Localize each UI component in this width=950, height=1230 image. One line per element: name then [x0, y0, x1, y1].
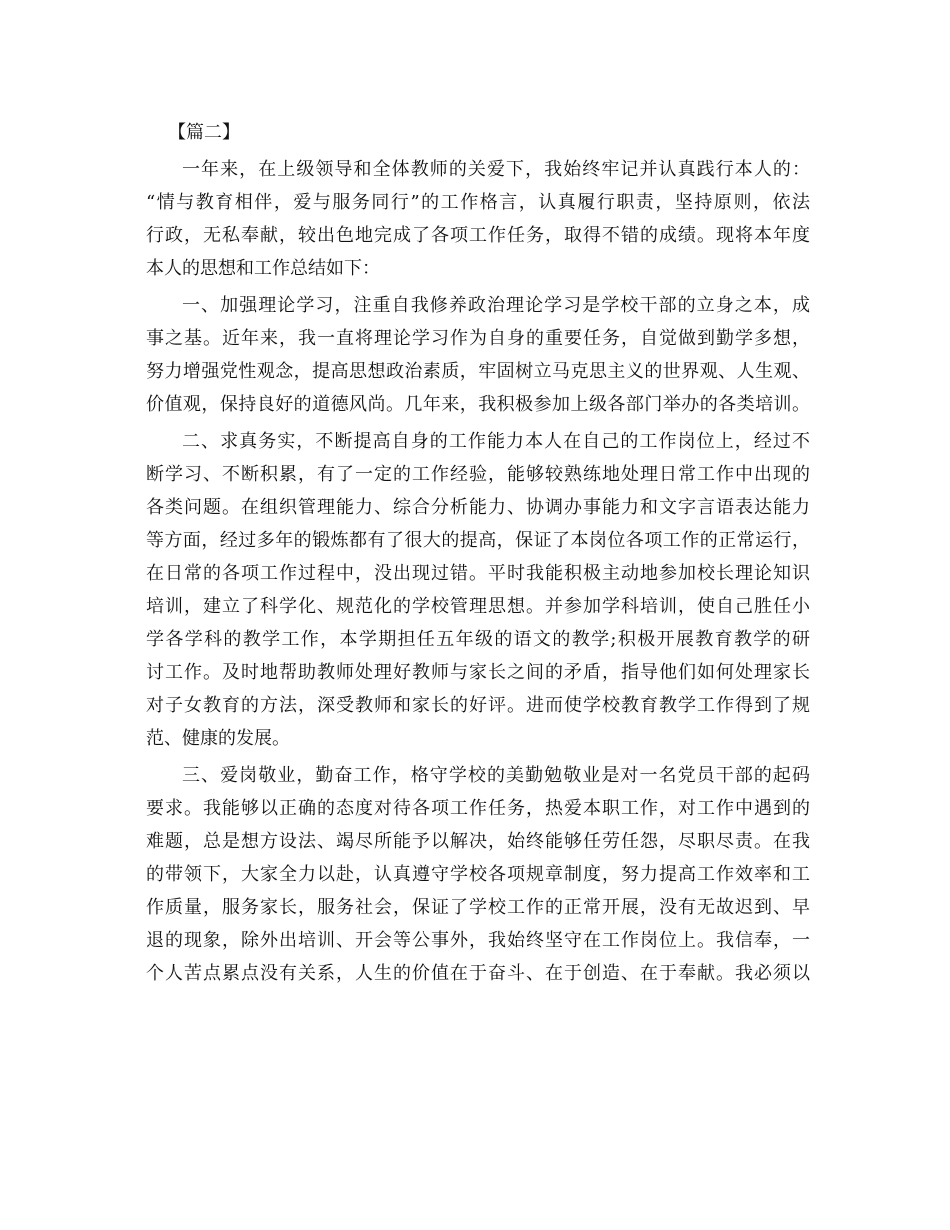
- paragraph-line: 各类问题。在组织管理能力、综合分析能力、协调办事能力和文字言语表达能力: [146, 497, 810, 518]
- paragraph-line: 范、健康的发展。: [146, 728, 290, 749]
- paragraph-line: 学各学科的教学工作，本学期担任五年级的语文的教学;积极开展教育教学的研: [146, 629, 810, 650]
- paragraph-line: 退的现象，除外出培训、开会等公事外，我始终坚守在工作岗位上。我信奉，一: [146, 930, 810, 951]
- paragraph-intro: [146, 153, 810, 285]
- paragraph-line: 努力增强党性观念，提高思想政治素质，牢固树立马克思主义的世界观、人生观、: [146, 361, 810, 382]
- paragraph-line: 难题，总是想方设法、竭尽所能予以解决，始终能够任劳任怨，尽职尽责。在我: [146, 831, 810, 852]
- paragraph-line: 本人的思想和工作总结如下：: [146, 258, 380, 279]
- paragraph-work-ability: [146, 425, 810, 755]
- paragraph-line: 讨工作。及时地帮助教师处理好教师与家长之间的矛盾，指导他们如何处理家长: [146, 662, 810, 683]
- paragraph-line: 作质量，服务家长，服务社会，保证了学校工作的正常开展，没有无故迟到、早: [146, 897, 810, 918]
- paragraph-theory-study: [146, 289, 810, 421]
- paragraph-line: 要求。我能够以正确的态度对待各项工作任务，热爱本职工作，对工作中遇到的: [146, 798, 810, 819]
- paragraph-line: 个人苦点累点没有关系，人生的价值在于奋斗、在于创造、在于奉献。我必须以: [146, 963, 810, 984]
- paragraph-line: 断学习、不断积累，有了一定的工作经验，能够较熟练地处理日常工作中出现的: [146, 464, 810, 485]
- section-heading: 【篇二】: [168, 122, 240, 143]
- paragraph-line: 一、加强理论学习，注重自我修养政治理论学习是学校干部的立身之本，成: [182, 295, 810, 316]
- paragraph-line: 对子女教育的方法，深受教师和家长的好评。进而使学校教育教学工作得到了规: [146, 695, 810, 716]
- paragraph-line: 的带领下，大家全力以赴，认真遵守学校各项规章制度，努力提高工作效率和工: [146, 864, 810, 885]
- paragraph-line: 事之基。近年来，我一直将理论学习作为自身的重要任务，自觉做到勤学多想，: [146, 328, 810, 349]
- paragraph-dedication: [146, 759, 810, 990]
- paragraph-line: 行政，无私奉献，较出色地完成了各项工作任务，取得不错的成绩。现将本年度: [146, 225, 810, 246]
- paragraph-line: 等方面，经过多年的锻炼都有了很大的提高，保证了本岗位各项工作的正常运行，: [146, 530, 810, 551]
- paragraph-line: 一年来，在上级领导和全体教师的关爱下，我始终牢记并认真践行本人的：: [182, 159, 810, 180]
- paragraph-line: 二、求真务实，不断提高自身的工作能力本人在自己的工作岗位上，经过不: [182, 431, 810, 452]
- paragraph-line: 在日常的各项工作过程中，没出现过错。平时我能积极主动地参加校长理论知识: [146, 563, 810, 584]
- document-body: [146, 116, 810, 990]
- paragraph-line: 价值观，保持良好的道德风尚。几年来，我积极参加上级各部门举办的各类培训。: [146, 394, 810, 415]
- paragraph-line: 培训，建立了科学化、规范化的学校管理思想。并参加学科培训，使自己胜任小: [146, 596, 810, 617]
- paragraph-line: 三、爱岗敬业，勤奋工作，格守学校的美勤勉敬业是对一名党员干部的起码: [182, 765, 810, 786]
- paragraph-line: “情与教育相伴，爱与服务同行”的工作格言，认真履行职责，坚持原则，依法: [146, 192, 810, 213]
